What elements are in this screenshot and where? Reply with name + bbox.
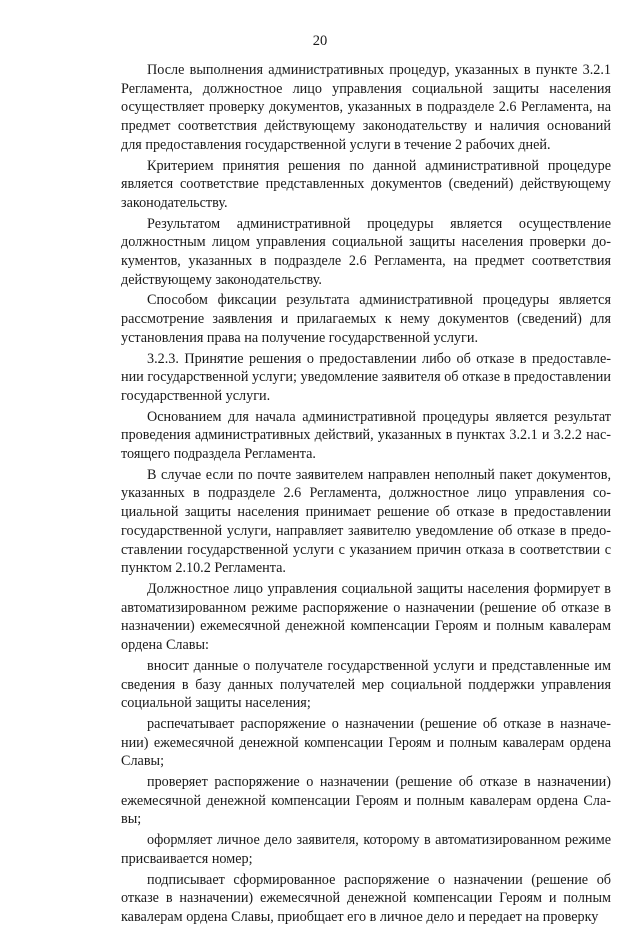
paragraph: В случае если по почте заявителем направлен неполный пакет документов, указанных в подразделе 2.6 Регламента, должностное лицо управления социальной защиты населения принимает решение об отказе в предоставлении государственной услуги, направляет заявителю уведомление об отказе в предоставлении государственной услуги с указанием причин отказа в соответствии с пунктом 2.10.2 Регламента. <box>121 466 611 577</box>
list-item: проверяет распоряжение о назначении (решение об отказе в назначении) ежемесячной денежной компенсации Героям и полным кавалерам ордена Славы; <box>121 774 611 828</box>
list-item: вносит данные о получателе государственной услуги и представленные им сведения в базу данных получателей мер социальной поддержки управления социальной защиты населения; <box>121 657 611 712</box>
paragraph: Основанием для начала административной процедуры является результат проведения административных действий, указанных в пунктах 3.2.1 и 3.2.2 настоящего подраздела Регламента. <box>121 408 611 463</box>
document-body <box>121 61 611 929</box>
paragraph: Способом фиксации результата административной процедуры является рассмотрение заявления и прилагаемых к нему документов (сведений) для установления права на получение государственной услуги. <box>121 292 611 346</box>
list-item: распечатывает распоряжение о назначении (решение об отказе в назначении) ежемесячной денежной компенсации Героям и полным кавалерам ордена Славы; <box>121 715 611 770</box>
paragraph: После выполнения административных процедур, указанных в пункте 3.2.1 Регламента, должностное лицо управления социальной защиты населения осуществляет проверку документов, указанных в подразделе 2.6 Регламента, на предмет соответствия действующему законодательству и наличия оснований для предоставления государственной услуги в течение 2 рабочих дней. <box>121 62 611 153</box>
page-number: 20 <box>312 33 328 49</box>
paragraph: Результатом административной процедуры является осуществление должностным лицом управления социальной защиты населения проверки документов, указанных в подразделе 2.6 Регламента, на предмет соответствия действующему законодательству. <box>121 215 611 288</box>
list-item: подписывает сформированное распоряжение о назначении (решение об отказе в назначении) ежемесячной денежной компенсации Героям и полным кавалерам ордена Славы, приобщает его в личное дело и передает на проверку <box>121 871 611 925</box>
paragraph: Должностное лицо управления социальной защиты населения формирует в автоматизированном режиме распоряжение о назначении (решение об отказе в назначении) ежемесячной денежной компенсации Героям и полным кавалерам ордена Славы: <box>121 580 611 654</box>
list-item: оформляет личное дело заявителя, которому в автоматизированном режиме присваивается номер; <box>121 832 611 867</box>
section-heading-paragraph: 3.2.3. Принятие решения о предоставлении либо об отказе в предоставлении государственной услуги; уведомление заявителя об отказе в предоставлении государственной услуги. <box>121 350 611 404</box>
paragraph: Критерием принятия решения по данной административной процедуре является соответствие представленных документов (сведений) действующему законодательству. <box>121 157 611 211</box>
